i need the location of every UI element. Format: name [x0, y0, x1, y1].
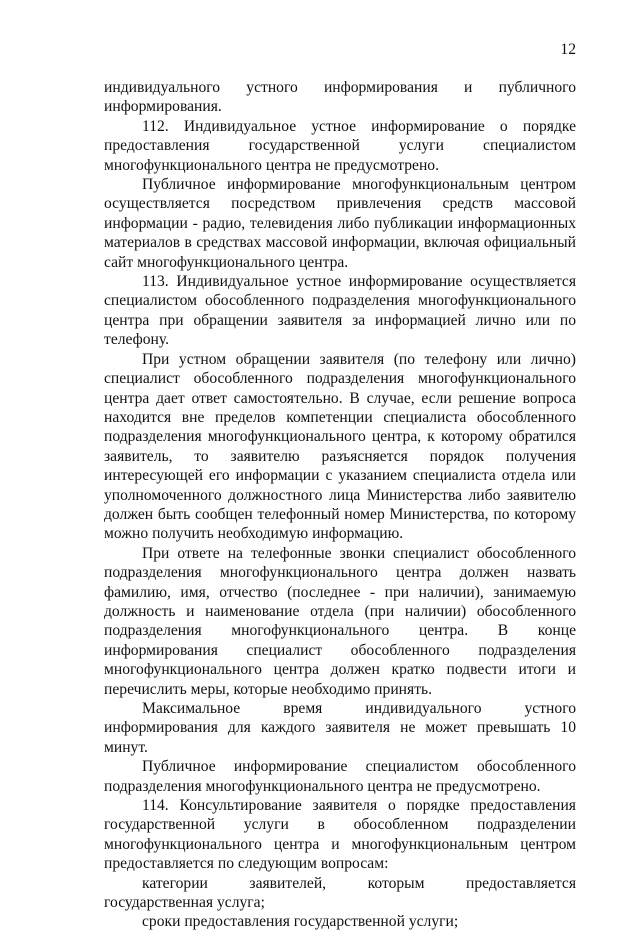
document-body	[104, 78, 576, 932]
paragraph-113: 113. Индивидуальное устное информирование осуществляется специалистом обособленного подразделения многофункционального центра при обращении заявителя за информацией лично или по телефону.	[104, 273, 576, 349]
paragraph-112: 112. Индивидуальное устное информирование о порядке предоставления государственной услуги специалистом многофункционального центра не предусмотрено.	[104, 117, 576, 174]
paragraph-phone-answer: При ответе на телефонные звонки специалист обособленного подразделения многофункционального центра должен назвать фамилию, имя, отчество (последнее - при наличии), занимаемую должность и наименование отдела (при наличии) обособленного подразделения многофункционального центра. В конце информирования специалист обособленного подразделения многофункционального центра должен кратко подвести итоги и перечислить меры, которые необходимо принять.	[104, 544, 576, 698]
paragraph-max-time: Максимальное время индивидуального устного информирования для каждого заявителя не может превышать 10 минут.	[104, 700, 576, 756]
list-item-service-terms: сроки предоставления государственной услуги;	[142, 913, 459, 931]
page-number: 12	[560, 41, 576, 58]
list-item-applicant-categories: категории заявителей, которым предоставляется государственная услуга;	[104, 874, 576, 912]
paragraph-114: 114. Консультирование заявителя о порядке предоставления государственной услуги в обособленном подразделении многофункционального центра и многофункциональным центром предоставляется по следующим вопросам:	[104, 797, 576, 873]
paragraph-public-informing: Публичное информирование многофункциональным центром осуществляется посредством привлечения средств массовой информации - радио, телевидения либо публикации информационных материалов в средствах массовой информации, включая официальный сайт многофункционального центра.	[104, 176, 576, 271]
paragraph-public-not-provided: Публичное информирование специалистом обособленного подразделения многофункционального центра не предусмотрено.	[104, 758, 576, 795]
paragraph-continuation: индивидуального устного информирования и публичного информирования.	[104, 79, 576, 116]
paragraph-oral-request: При устном обращении заявителя (по телефону или лично) специалист обособленного подразделения многофункционального центра дает ответ самостоятельно. В случае, если решение вопроса находится вне пределов компетенции специалиста обособленного подразделения многофункционального центра, к которому обратился заявитель, то заявителю разъясняется порядок получения интересующей его информации с указанием специалиста отдела или уполномоченного должностного лица Министерства либо заявителю должен быть сообщен телефонный номер Министерства, по которому можно получить необходимую информацию.	[104, 350, 576, 543]
